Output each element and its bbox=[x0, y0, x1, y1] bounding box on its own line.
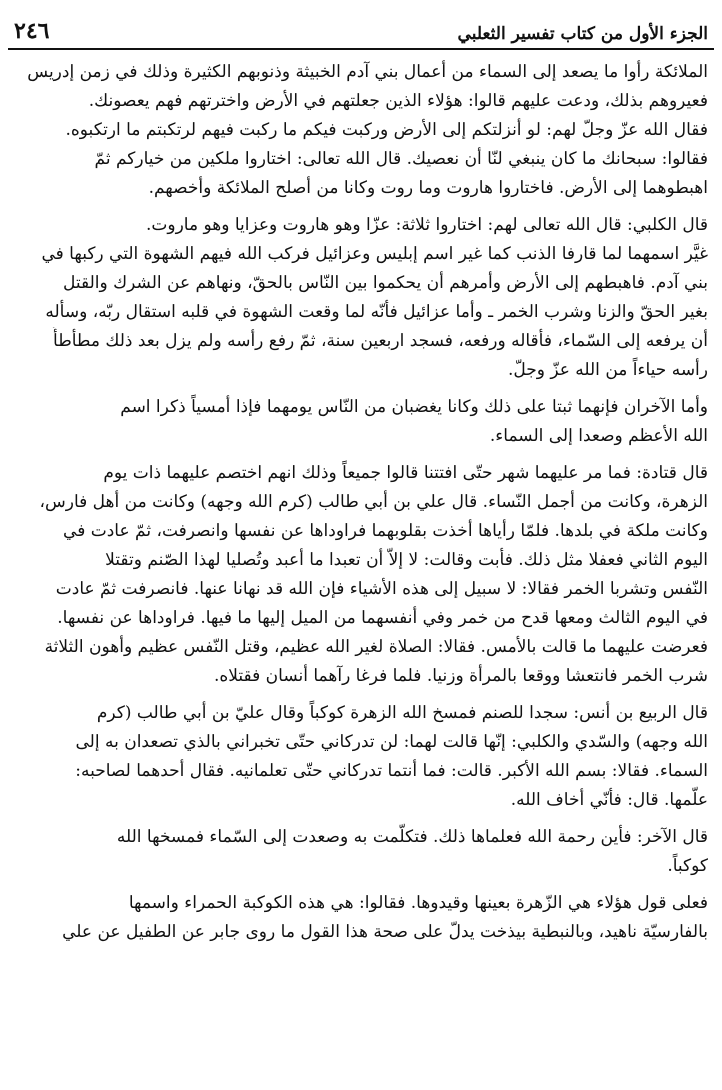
text-line: رأسه حياءاً من الله عزّ وجلّ. bbox=[507, 360, 708, 380]
text-line: شرب الخمر فانتعشا ووقعا بالمرأة وزنيا. فلما فرغا رآهما أنسان فقتلاه. bbox=[213, 666, 708, 686]
text-line: قال الآخر: فأين رحمة الله فعلماها ذلك. فتكلّمت به وصعدت إلى السّماء فمسخها الله bbox=[116, 827, 708, 847]
text-line: قال الكلبي: قال الله تعالى لهم: اختاروا ثلاثة: عزّا وهو هاروت وعزايا وهو ماروت. bbox=[145, 215, 708, 235]
text-line: في اليوم الثالث ومعها قدح من خمر وفي أنفسهما من الميل إليها ما فيها. فراوداها عن نفسها. bbox=[57, 608, 708, 628]
text-line: الزهرة، وكانت من أجمل النّساء. قال علي بن أبي طالب (كرم الله وجهه) وكانت من أهل فارس، bbox=[39, 492, 708, 512]
page-number: ٢٤٦ bbox=[14, 18, 50, 44]
running-title: الجزء الأول من كتاب تفسير الثعلبي bbox=[457, 24, 708, 44]
text-line: فعلى قول هؤلاء هي الزّهرة بعينها وقيدوها. فقالوا: هي هذه الكوكبة الحمراء واسمها bbox=[128, 893, 708, 913]
text-line: السماء. فقالا: بسم الله الأكبر. قالت: فما أنتما تدركاني حتّى تعلمانيه. فقال أحدهما لصاحبه: bbox=[75, 761, 708, 781]
text-line: الملائكة رأوا ما يصعد إلى السماء من أعمال بني آدم الخبيثة وذنوبهم الكثيرة وذلك في زمن إدريس bbox=[27, 62, 708, 82]
text-line: أن يرفعه إلى السّماء، فأقاله ورفعه، فسجد اربعين سنة، ثمّ رفع رأسه ولم يزل بعد ذلك مطأطأً bbox=[53, 331, 708, 351]
text-line: اليوم الثاني فعفلا مثل ذلك. فأبت وقالت: لا إلاّ أن تعبدا ما أعبد وتُصليا لهذا الصّنم وتقتلا bbox=[105, 550, 708, 570]
text-line: فقالوا: سبحانك ما كان ينبغي لنّا أن نعصيك. قال الله تعالى: اختاروا ملكين من خياركم ثمّ bbox=[94, 149, 708, 169]
paragraph bbox=[14, 393, 708, 451]
text-line: بغير الحقّ والزنا وشرب الخمر ـ وأما عزائيل فأنّه لما وقعت الشهوة في قلبه استقال ربّه، وسأله bbox=[45, 302, 708, 322]
paragraph bbox=[14, 699, 708, 815]
text-line: بني آدم. فاهبطهم إلى الأرض وأمرهم أن يحكموا بين النّاس بالحقّ، ونهاهم عن الشرك والقتل bbox=[63, 273, 708, 293]
paragraph bbox=[14, 823, 708, 881]
text-line: علّمها. قال: فأنّي أخاف الله. bbox=[510, 790, 708, 810]
text-line: قال قتادة: فما مر عليهما شهر حتّى افتتنا قالوا جميعاً وذلك انهم اختصم عليهما ذات يوم bbox=[103, 463, 708, 483]
text-line: كوكباً. bbox=[667, 856, 708, 876]
paragraph bbox=[14, 58, 708, 203]
text-line: الله الأعظم وصعدا إلى السماء. bbox=[489, 426, 708, 446]
text-line: فعرضت عليهما ما قالت بالأمس. فقالا: الصلاة لغير الله عظيم، وقتل النّفس عظيم وأهون الثلاثة bbox=[44, 637, 708, 657]
page-body bbox=[14, 58, 708, 1084]
text-line: وأما الآخران فإنهما ثبتا على ذلك وكانا يغضبان من النّاس يومهما فإذا أمسياً ذكرا اسم bbox=[120, 397, 708, 417]
text-line: قال الربيع بن أنس: سجدا للصنم فمسخ الله الزهرة كوكباً وقال عليّ بن أبي طالب (كرم bbox=[96, 703, 708, 723]
text-line: اهبطوهما إلى الأرض. فاختاروا هاروت وما روت وكانا من أصلح الملائكة وأخصهم. bbox=[148, 178, 708, 198]
text-line: الله وجهه) والسّدي والكلبي: إنّها قالت لهما: لن تدركاني حتّى تخبراني بالذي تصعدان به إلى bbox=[75, 732, 708, 752]
text-line: فقال الله عزّ وجلّ لهم: لو أنزلتكم إلى الأرض وركبت فيكم ما ركبت فيهم لرتكبتم ما ارتكبوه. bbox=[65, 120, 708, 140]
paragraph bbox=[14, 459, 708, 691]
text-line: وكانت ملكة في بلدها. فلمّا رأياها أخذت بقلوبهما فراوداها عن نفسها وانصرفت، ثمّ عادت في bbox=[63, 521, 708, 541]
paragraph bbox=[14, 211, 708, 385]
text-line: غيَّر اسمهما لما قارفا الذنب كما غير اسم إبليس وعزائيل فركب الله فيهم الشهوة التي ركبها في bbox=[41, 244, 708, 264]
page-header bbox=[8, 6, 714, 50]
text-line: بالفارسيّة ناهيد، وبالنبطية بيذخت يدلّ على صحة هذا القول ما روى جابر عن الطفيل عن علي bbox=[62, 922, 708, 942]
text-line: فعيروهم بذلك، ودعت عليهم قالوا: هؤلاء الذين جعلتهم في الأرض واخترتهم فهم يعصونك. bbox=[88, 91, 708, 111]
paragraph bbox=[14, 889, 708, 947]
text-line: النّفس وتشربا الخمر فقالا: لا سبيل إلى هذه الأشياء فإن الله قد نهانا عنها. فانصرفت ثمّ عادت bbox=[55, 579, 708, 599]
